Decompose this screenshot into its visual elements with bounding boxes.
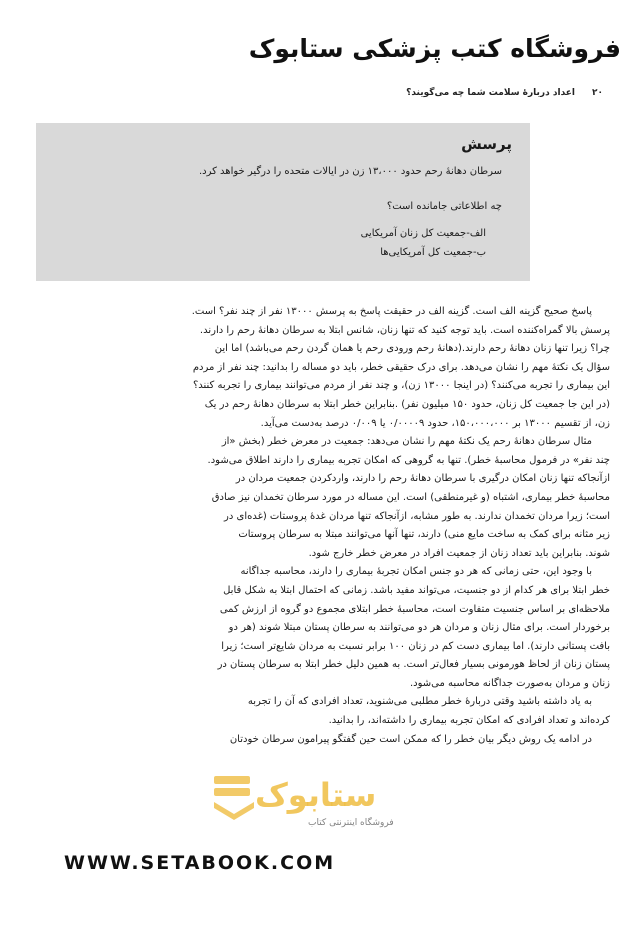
body-line: بافت پستانی دارند). اما بیماری دست کم در زنان ۱۰۰ برابر نسبت به مردان شایع‌تر است؛ زیرا: [221, 640, 610, 652]
body-line: پستان زنان از لحاظ هورمونی بسیار فعال‌تر است. به همین دلیل خطر ابتلا به سرطان پستان در: [217, 659, 610, 671]
body-line: پاسخ صحیح گزینه الف است. گزینه الف در حقیقت پاسخ به پرسش ۱۳۰۰۰ نفر از چند نفر؟ است.: [191, 306, 592, 317]
watermark-site-name: ستابوک: [255, 776, 377, 814]
body-line: محاسبهٔ خطر بیماری، اشتباه (و غیرمنطقی) است. این مساله در مورد سرطان تخمدان نیز صادق: [211, 491, 610, 503]
body-line: شوند. بنابراین باید تعداد زنان از جمعیت افراد در معرض خطر خارج شود.: [308, 547, 610, 559]
page-number: ۲۰: [592, 88, 603, 98]
question-option-b: ب-جمعیت کل آمریکایی‌ها: [380, 247, 486, 258]
body-line: زنان و مردان به‌صورت جداگانه محاسبه می‌شود.: [409, 677, 610, 689]
answer-body-text: [40, 303, 610, 749]
body-line: ملاحظه‌ای بر اساس جنسیت متفاوت است، محاسبهٔ خطر ابتلای مجموع دو گروه از ارزش کمی: [219, 603, 610, 615]
body-line: برخوردار است. برای مثال زنان و مردان هر دو می‌توانند به سرطان پستان مبتلا شوند (هر دو: [228, 622, 610, 634]
question-box: [36, 123, 530, 281]
body-line: مثال سرطان دهانهٔ رحم یک نکتهٔ مهم را نشان می‌دهد: جمعیت در معرض خطر (بخش «از: [221, 436, 592, 448]
body-line: است؛ زیرا مردان تخمدان ندارند. به طور مشابه، ازآنجاکه تنها مردان غدهٔ پروستات (غده‌ای در: [224, 510, 610, 522]
running-title: اعداد دربارهٔ سلامت شما چه می‌گویند؟: [406, 88, 575, 98]
watermark-url: WWW.SETABOOK.COM: [64, 852, 336, 874]
body-line: چرا؟ زیرا تنها زنان دهانهٔ رحم دارند.(دهانهٔ رحم ورودی رحم یا همان گردن رحم می‌باشد) اما این: [214, 343, 610, 355]
body-line: در ادامه یک روش دیگر بیان خطر را که ممکن است حین گفتگو پیرامون سرطان خودتان: [229, 733, 592, 745]
body-line: سؤال یک نکتهٔ مهم را نشان می‌دهد. برای درک حقیقی خطر، باید دو مساله را بدانید: چند نفر از مردم: [192, 361, 610, 373]
question-statement: سرطان دهانهٔ رحم حدود ۱۳،۰۰۰ زن در ایالات متحده را درگیر خواهد کرد.: [198, 166, 502, 177]
body-line: زیر مثانه برای کمک به ساخت مایع منی) دارند، تنها آنها می‌توانند مبتلا به سرطان پروستات: [238, 529, 610, 541]
running-head: [40, 88, 603, 106]
body-line: به یاد داشته باشید وقتی دربارهٔ خطر مطلبی می‌شنوید، تعداد افرادی که آن را تجربه: [247, 696, 592, 708]
question-prompt: چه اطلاعاتی جامانده است؟: [386, 201, 502, 212]
body-line: (در این جا جمعیت کل زنان، حدود ۱۵۰ میلیون نفر) .بنابراین خطر ابتلا به سرطان دهانهٔ رحم در یک: [204, 398, 610, 410]
setabook-logo-icon: [210, 770, 260, 822]
body-line: چند نفر» در فرمول محاسبهٔ خطر). تنها به گروهی که امکان تجربه بیماری را دارند اطلاق می‌شود.: [207, 454, 610, 466]
body-line: این بیماری را تجربه می‌کنند؟ (در اینجا ۱۳۰۰۰ زن)، و چند نفر از مردم می‌توانند بیماری را تجربه کنند؟: [192, 380, 610, 392]
body-line: خطر ابتلا برای هر کدام از دو جنسیت، می‌تواند مفید باشد. زمانی که احتمال ابتلا به شکل قابل: [223, 584, 610, 596]
site-title: فروشگاه کتب پزشکی ستابوک: [248, 34, 621, 63]
watermark-store-text: فروشگاه اینترنتی کتاب: [308, 818, 394, 828]
question-option-a: الف-جمعیت کل زنان آمریکایی: [360, 228, 486, 239]
body-line: با وجود این، حتی زمانی که هر دو جنس امکان تجربهٔ بیماری را دارند، محاسبه جداگانه: [240, 566, 592, 578]
body-line: پرسش بالا گمراه‌کننده است. باید توجه کنید که تنها زنان، شانس ابتلا به سرطان دهانهٔ رحم را دارند.: [199, 324, 610, 336]
question-heading: پرسش: [461, 135, 512, 153]
body-line: ازآنجاکه تنها زنان امکان درگیری با سرطان دهانهٔ رحم را دارند، واردکردن جمعیت مردان در: [235, 473, 610, 485]
body-line: زن، از تقسیم ۱۳۰۰۰ بر ۱۵۰،۰۰۰،۰۰۰، حدود ۰/۰۰۰۰۹ یا ۰/۰۰۹ درصد به‌دست می‌آید.: [260, 417, 610, 429]
body-line: کرده‌اند و تعداد افرادی که امکان تجربه بیماری را داشته‌اند، را بدانید.: [328, 715, 610, 727]
